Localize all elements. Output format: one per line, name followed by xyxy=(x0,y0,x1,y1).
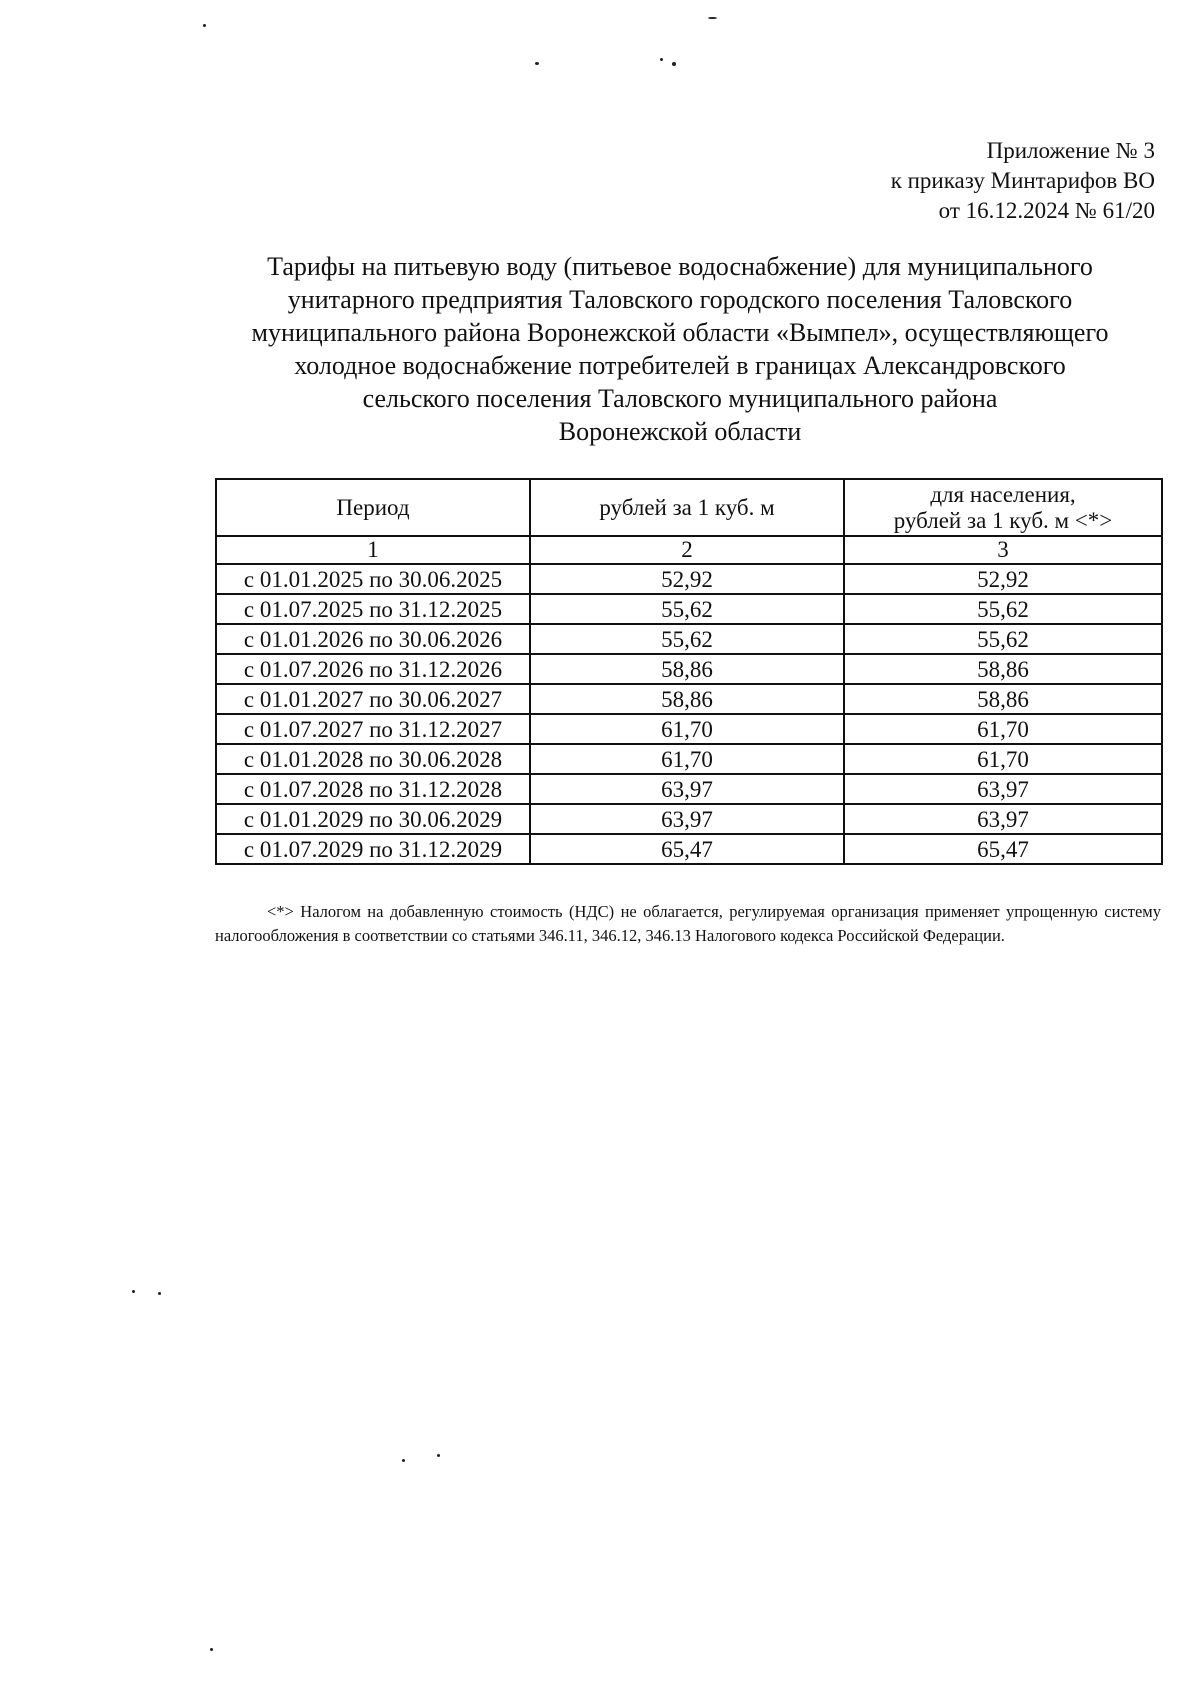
cell-period: с 01.07.2028 по 31.12.2028 xyxy=(216,774,530,804)
title-line: унитарного предприятия Таловского городского поселения Таловского xyxy=(287,285,1073,314)
scan-speck xyxy=(210,1648,213,1651)
cell-population: 55,62 xyxy=(844,624,1162,654)
cell-rub: 61,70 xyxy=(530,714,844,744)
cell-population: 61,70 xyxy=(844,744,1162,774)
title-line: Воронежской области xyxy=(558,417,802,446)
cell-population: 63,97 xyxy=(844,804,1162,834)
table-header-row xyxy=(216,479,1162,536)
cell-population: 55,62 xyxy=(844,594,1162,624)
header-rub: рублей за 1 куб. м xyxy=(530,479,844,536)
scan-speck xyxy=(708,17,717,19)
title-line: сельского поселения Таловского муниципального района xyxy=(362,384,998,413)
header-population-line2: рублей за 1 куб. м <*> xyxy=(893,507,1113,533)
scan-speck xyxy=(158,1292,161,1295)
cell-period: с 01.01.2029 по 30.06.2029 xyxy=(216,804,530,834)
document-title xyxy=(200,250,1160,448)
cell-rub: 58,86 xyxy=(530,684,844,714)
cell-period: с 01.07.2025 по 31.12.2025 xyxy=(216,594,530,624)
cell-period: с 01.01.2027 по 30.06.2027 xyxy=(216,684,530,714)
scan-speck xyxy=(132,1290,135,1293)
column-number-row xyxy=(216,536,1162,564)
table-row xyxy=(216,774,1162,804)
header-period: Период xyxy=(216,479,530,536)
header-population xyxy=(844,479,1162,536)
cell-rub: 58,86 xyxy=(530,654,844,684)
cell-population: 58,86 xyxy=(844,654,1162,684)
vat-footnote: <*> Налогом на добавленную стоимость (НДС) не облагается, регулируемая организация применяет упрощенную систему налогообложения в соответствии со статьями 346.11, 346.12, 346.13 Налогового кодекса Российской Федерации. xyxy=(215,902,1161,945)
cell-period: с 01.07.2029 по 31.12.2029 xyxy=(216,834,530,864)
cell-population: 63,97 xyxy=(844,774,1162,804)
cell-period: с 01.01.2025 по 30.06.2025 xyxy=(216,564,530,594)
scan-speck xyxy=(672,62,676,66)
title-line: муниципального района Воронежской области «Вымпел», осуществляющего xyxy=(251,318,1109,347)
column-number: 3 xyxy=(844,536,1162,564)
cell-rub: 61,70 xyxy=(530,744,844,774)
table-row xyxy=(216,834,1162,864)
cell-rub: 55,62 xyxy=(530,594,844,624)
table-row xyxy=(216,594,1162,624)
table-row xyxy=(216,624,1162,654)
cell-rub: 63,97 xyxy=(530,804,844,834)
title-line: холодное водоснабжение потребителей в границах Александровского xyxy=(294,351,1066,380)
cell-population: 52,92 xyxy=(844,564,1162,594)
cell-period: с 01.01.2028 по 30.06.2028 xyxy=(216,744,530,774)
appendix-order-date: от 16.12.2024 № 61/20 xyxy=(938,198,1155,223)
title-line: Тарифы на питьевую воду (питьевое водоснабжение) для муниципального xyxy=(267,252,1093,281)
cell-rub: 65,47 xyxy=(530,834,844,864)
cell-period: с 01.07.2027 по 31.12.2027 xyxy=(216,714,530,744)
table-row xyxy=(216,654,1162,684)
table-row xyxy=(216,804,1162,834)
scan-speck xyxy=(203,24,206,27)
appendix-order-ref: к приказу Минтарифов ВО xyxy=(890,168,1155,193)
appendix-reference xyxy=(891,136,1155,226)
column-number: 2 xyxy=(530,536,844,564)
header-population-line1: для населения, xyxy=(930,481,1076,507)
cell-population: 61,70 xyxy=(844,714,1162,744)
appendix-number: Приложение № 3 xyxy=(986,138,1155,163)
scan-speck xyxy=(437,1454,440,1457)
table-row xyxy=(216,714,1162,744)
cell-period: с 01.07.2026 по 31.12.2026 xyxy=(216,654,530,684)
table-row xyxy=(216,564,1162,594)
tariff-table xyxy=(215,478,1163,865)
table-row xyxy=(216,744,1162,774)
scan-speck xyxy=(660,58,663,61)
column-number: 1 xyxy=(216,536,530,564)
cell-rub: 63,97 xyxy=(530,774,844,804)
cell-population: 65,47 xyxy=(844,834,1162,864)
cell-population: 58,86 xyxy=(844,684,1162,714)
cell-period: с 01.01.2026 по 30.06.2026 xyxy=(216,624,530,654)
table-row xyxy=(216,684,1162,714)
scan-speck xyxy=(535,62,539,65)
cell-rub: 52,92 xyxy=(530,564,844,594)
cell-rub: 55,62 xyxy=(530,624,844,654)
scan-speck xyxy=(402,1459,405,1462)
